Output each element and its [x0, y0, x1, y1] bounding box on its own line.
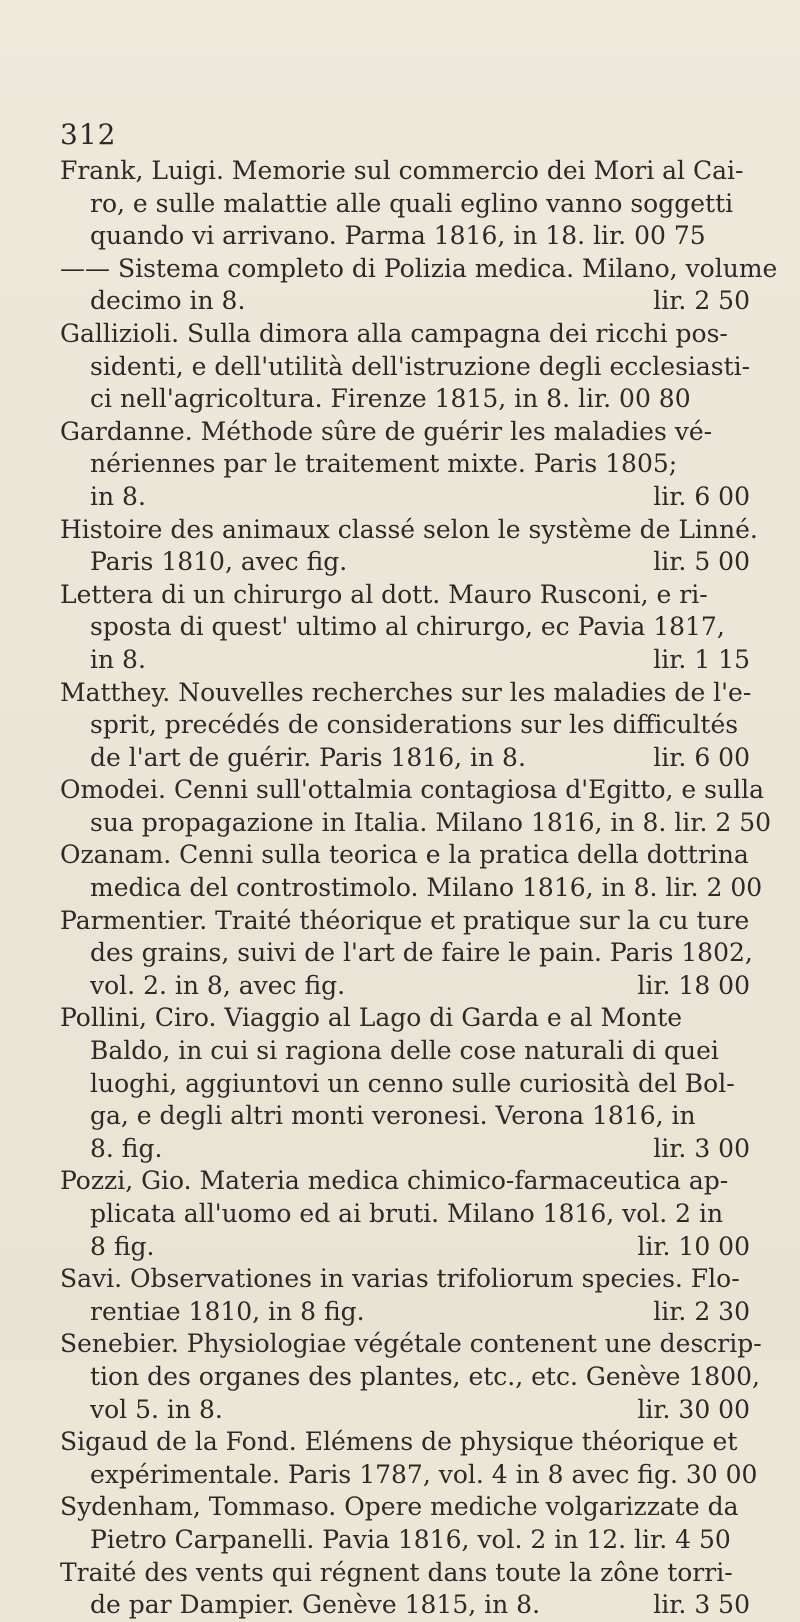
entry-text: ci nell'agricoltura. Firenze 1815, in 8. lir. 00 80	[90, 384, 691, 414]
bibliography-entry	[60, 253, 778, 318]
entry-text: rentiae 1810, in 8 fig.	[90, 1296, 365, 1326]
entry-continuation-line	[60, 351, 750, 384]
entry-text: Pietro Carpanelli. Pavia 1816, vol. 2 in 12. lir. 4 50	[90, 1524, 731, 1554]
entry-text: Pollini, Ciro. Viaggio al Lago di Garda e al Monte	[60, 1003, 683, 1033]
entry-text: Gallizioli. Sulla dimora alla campagna dei ricchi pos-	[60, 318, 728, 348]
entry-text: Pozzi, Gio. Materia medica chimico-farmaceutica ap-	[60, 1166, 729, 1196]
entry-text: 8 fig.	[90, 1231, 155, 1261]
entry-continuation-line	[60, 1394, 750, 1427]
entry-continuation-line	[60, 807, 772, 840]
entry-first-line	[60, 155, 750, 188]
entry-price: lir. 2 30	[653, 1296, 750, 1326]
entry-text: vol 5. in 8.	[90, 1394, 223, 1424]
entry-text: Sydenham, Tommaso. Opere mediche volgarizzate da	[60, 1492, 739, 1522]
entry-text: Baldo, in cui si ragiona delle cose naturali di quei	[90, 1036, 719, 1066]
entry-price: lir. 5 00	[653, 547, 750, 577]
entry-first-line	[60, 318, 750, 351]
entry-continuation-line	[60, 1035, 750, 1068]
bibliography-entry	[60, 1491, 750, 1556]
entry-continuation-line	[60, 611, 750, 644]
entry-text: plicata all'uomo ed ai bruti. Milano 1816, vol. 2 in	[90, 1199, 724, 1228]
entry-price: lir. 2 50	[653, 286, 750, 316]
entry-text: vol. 2. in 8, avec fig.	[90, 970, 346, 1000]
entry-text: Matthey. Nouvelles recherches sur les maladies de l'e-	[60, 677, 752, 707]
entry-first-line	[60, 1557, 750, 1590]
bibliography-entry	[60, 1263, 750, 1328]
entry-price: lir. 3 00	[653, 1133, 750, 1163]
entry-price: lir. 18 00	[637, 970, 750, 1000]
entry-first-line	[60, 677, 750, 710]
entry-continuation-line	[60, 1198, 750, 1231]
entry-price: lir. 3 50	[653, 1590, 750, 1620]
entry-text: de l'art de guérir. Paris 1816, in 8.	[90, 742, 526, 772]
entry-first-line	[60, 774, 764, 807]
entry-first-line	[60, 1002, 750, 1035]
entry-continuation-line	[60, 481, 750, 514]
bibliography-entry	[60, 318, 750, 416]
entry-first-line	[60, 1263, 750, 1296]
entry-price: lir. 6 00	[653, 481, 750, 511]
entry-text: Parmentier. Traité théorique et pratique sur la cu ture	[60, 905, 750, 935]
entry-first-line	[60, 839, 750, 872]
entry-text: expérimentale. Paris 1787, vol. 4 in 8 avec fig. 30 00	[90, 1459, 758, 1489]
bibliography-entry	[60, 839, 763, 904]
entry-text: 8. fig.	[90, 1133, 163, 1163]
entry-text: Histoire des animaux classé selon le système de Linné.	[60, 514, 758, 544]
entry-text: luoghi, aggiuntovi un cenno sulle curiosità del Bol-	[90, 1068, 735, 1098]
bibliography-entry	[60, 905, 753, 1003]
entry-continuation-line	[60, 546, 750, 579]
entry-text: sidenti, e dell'utilità dell'istruzione degli ecclesiasti-	[90, 351, 751, 381]
entry-text: Senebier. Physiologiae végétale contenent une descrip-	[60, 1329, 762, 1359]
entry-continuation-line	[60, 1100, 750, 1133]
entry-price: lir. 30 00	[637, 1394, 750, 1424]
entry-text: des grains, suivi de l'art de faire le pain. Paris 1802,	[90, 938, 753, 968]
entry-text: Gardanne. Méthode sûre de guérir les maladies vé-	[60, 416, 713, 446]
entry-text: Omodei. Cenni sull'ottalmia contagiosa d'Egitto, e sulla	[60, 775, 764, 805]
bibliography-entry	[60, 1557, 750, 1622]
entry-text: Lettera di un chirurgo al dott. Mauro Rusconi, e ri-	[60, 579, 708, 609]
entry-text: sposta di quest' ultimo al chirurgo, ec Pavia 1817,	[90, 612, 725, 642]
entry-text: sprit, precédés de considerations sur les difficultés	[90, 710, 739, 740]
entry-continuation-line	[60, 1068, 750, 1101]
entry-first-line	[60, 1328, 762, 1361]
entry-continuation-line	[60, 742, 750, 775]
entry-text: de par Dampier. Genève 1815, in 8.	[90, 1590, 541, 1620]
entry-first-line	[60, 1426, 750, 1459]
entry-first-line	[60, 1165, 750, 1198]
entry-text: in 8.	[90, 644, 146, 674]
entry-price: lir. 10 00	[637, 1231, 750, 1261]
entry-text: Frank, Luigi. Memorie sul commercio dei Mori al Cai-	[60, 156, 744, 185]
entry-text: ro, e sulle malattie alle quali eglino vanno soggetti	[90, 188, 734, 218]
entry-text: nériennes par le traitement mixte. Paris 1805;	[90, 449, 678, 479]
entry-text: decimo in 8.	[90, 286, 246, 316]
entry-continuation-line	[60, 1133, 750, 1166]
entry-text: sua propagazione in Italia. Milano 1816, in 8. lir. 2 50	[90, 807, 772, 837]
entry-text: quando vi arrivano. Parma 1816, in 18. lir. 00 75	[90, 221, 706, 251]
entry-text: Ozanam. Cenni sulla teorica e la pratica della dottrina	[60, 840, 749, 870]
entry-continuation-line	[60, 970, 750, 1003]
entry-continuation-line	[60, 644, 750, 677]
bibliography-entry	[60, 1426, 758, 1491]
entry-continuation-line	[60, 1296, 750, 1329]
bibliography-entry	[60, 514, 758, 579]
entry-first-line	[60, 416, 750, 449]
entry-continuation-line	[60, 285, 750, 318]
entry-text: in 8.	[90, 481, 146, 511]
entry-text: ga, e degli altri monti veronesi. Verona 1816, in	[90, 1101, 696, 1131]
entry-first-line	[60, 253, 778, 286]
entry-continuation-line	[60, 220, 750, 253]
entry-text: Savi. Observationes in varias trifoliorum species. Flo-	[60, 1264, 740, 1294]
entry-price: lir. 6 00	[653, 742, 750, 772]
bibliography-list	[60, 155, 778, 1622]
entry-first-line	[60, 905, 750, 938]
bibliography-entry	[60, 1328, 762, 1426]
entry-continuation-line	[60, 1524, 750, 1557]
entry-text: —— Sistema completo di Polizia medica. Milano, volume	[60, 253, 778, 283]
entry-continuation-line	[60, 383, 750, 416]
entry-text: Traité des vents qui régnent dans toute la zône torri-	[60, 1557, 733, 1587]
entry-text: tion des organes des plantes, etc., etc. Genève 1800,	[90, 1361, 760, 1391]
entry-continuation-line	[60, 188, 750, 221]
entry-text: Paris 1810, avec fig.	[90, 547, 348, 577]
entry-continuation-line	[60, 1361, 760, 1394]
entry-continuation-line	[60, 709, 750, 742]
entry-text: medica del controstimolo. Milano 1816, in 8. lir. 2 00	[90, 873, 763, 903]
bibliography-entry	[60, 1002, 750, 1165]
entry-price: lir. 1 15	[653, 644, 750, 674]
bibliography-entry	[60, 774, 772, 839]
entry-continuation-line	[60, 1459, 758, 1492]
entry-text: Sigaud de la Fond. Elémens de physique théorique et	[60, 1427, 738, 1457]
bibliography-entry	[60, 1165, 750, 1263]
entry-continuation-line	[60, 1231, 750, 1264]
bibliography-entry	[60, 677, 750, 775]
bibliography-entry	[60, 416, 750, 514]
entry-first-line	[60, 579, 750, 612]
bibliography-entry	[60, 155, 750, 253]
bibliography-entry	[60, 579, 750, 677]
entry-continuation-line	[60, 937, 753, 970]
entry-first-line	[60, 514, 758, 547]
entry-first-line	[60, 1491, 750, 1524]
entry-continuation-line	[60, 872, 763, 905]
page-number: 312	[60, 118, 117, 151]
entry-continuation-line	[60, 448, 750, 481]
entry-continuation-line	[60, 1589, 750, 1622]
